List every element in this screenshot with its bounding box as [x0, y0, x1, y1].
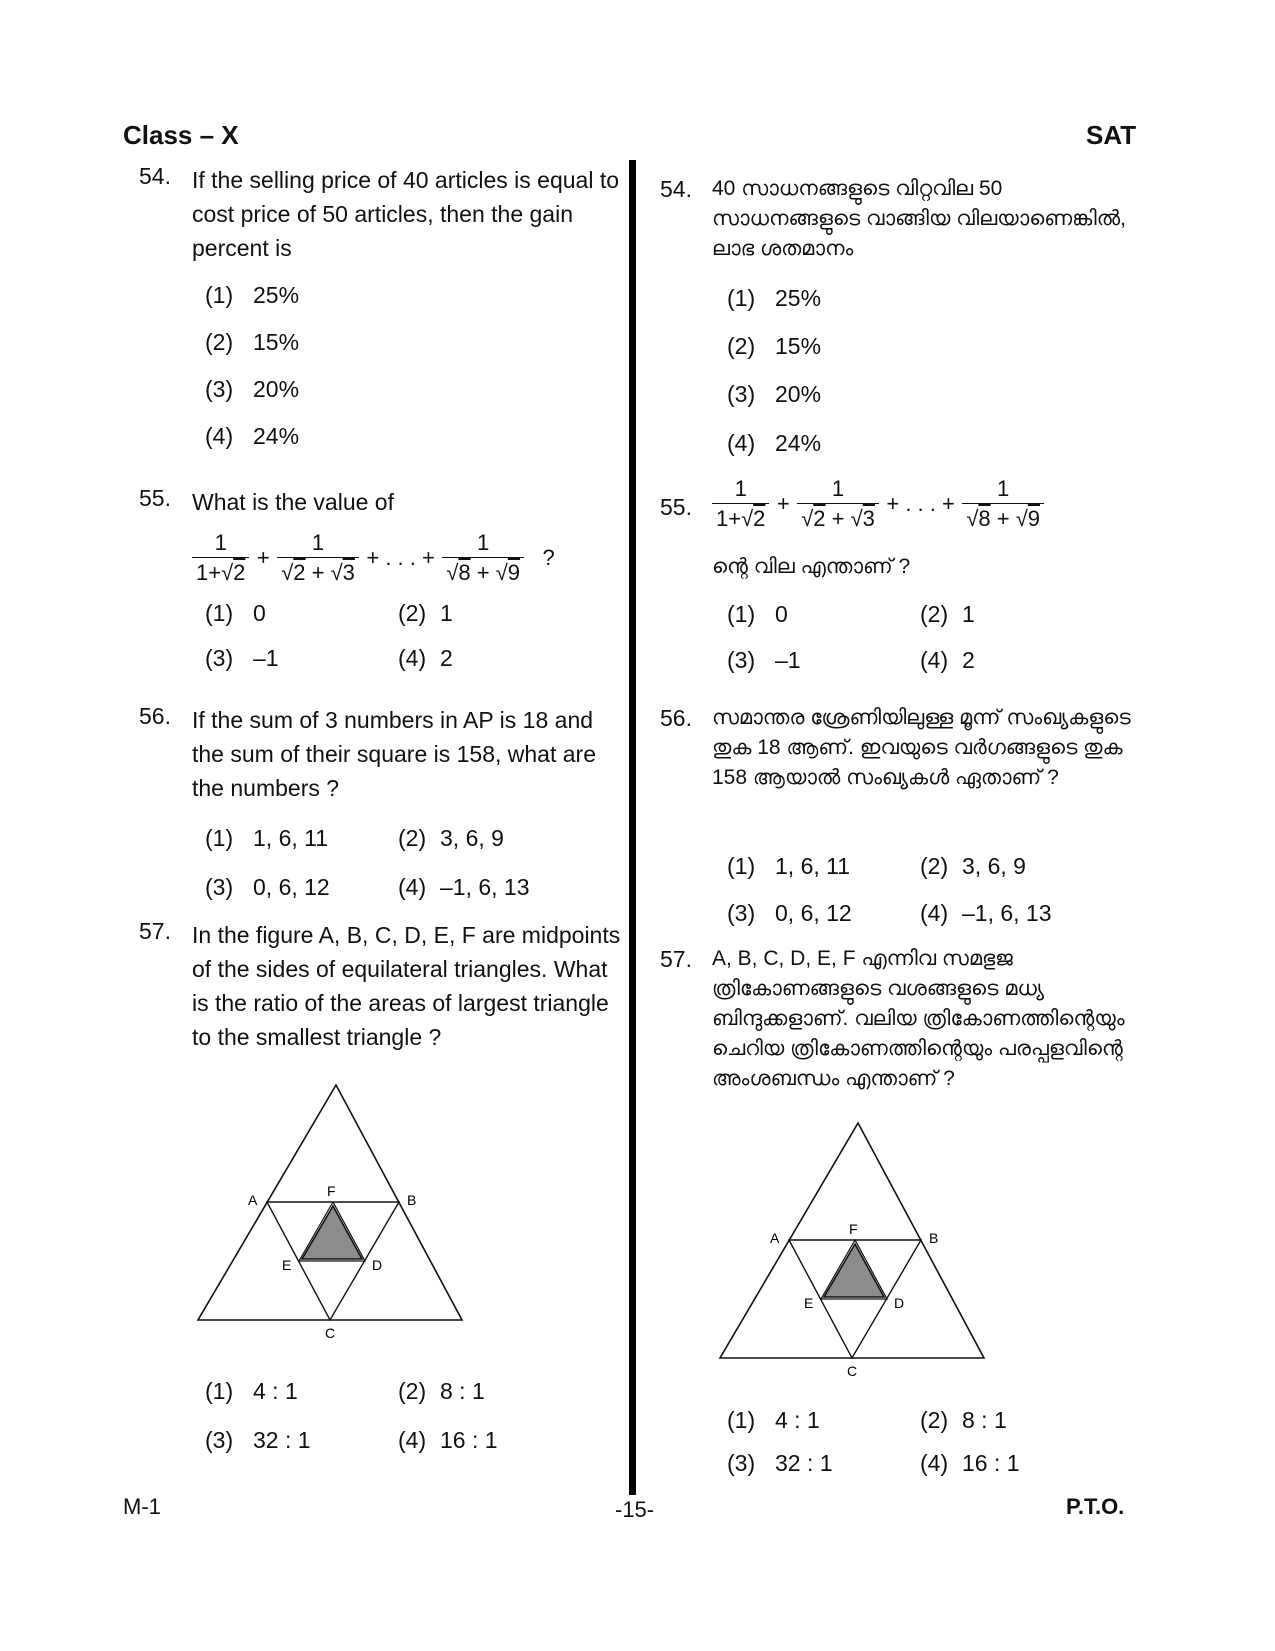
question-text: A, B, C, D, E, F എന്നിവ സമഭുജ ത്രികോണങ്ങളുടെ വശങ്ങളുടെ മധ്യ ബിന്ദുക്കളാണ്. വലിയ ത്രികോണത്തിന്റെയും ചെറിയ ത്രികോണത്തിന്റെയും പരപ്പളവിന്റെ അംശബന്ധം എന്താണ് ? [712, 947, 1125, 1090]
label-f: F [327, 1183, 336, 1199]
page-number: -15- [615, 1497, 655, 1522]
option[interactable]: (4) 24% [727, 430, 822, 456]
label-c: C [847, 1363, 858, 1378]
label-d: D [894, 1295, 905, 1311]
column-divider [629, 160, 636, 1495]
triangle-figure [190, 1080, 470, 1340]
shaded-triangle [824, 1244, 884, 1297]
label-b: B [407, 1192, 417, 1208]
class-header: Class – X [123, 120, 239, 150]
option[interactable]: (1) 25% [727, 285, 822, 311]
question-number: 55. [139, 485, 171, 511]
option[interactable]: (4) 24% [205, 423, 300, 449]
option[interactable]: (2) 15% [727, 333, 822, 359]
option[interactable]: (1) 25% [205, 282, 300, 308]
question-number: 56. [660, 705, 692, 731]
question-text: 40 സാധനങ്ങളുടെ വിറ്റവില 50 സാധനങ്ങളുടെ വാങ്ങിയ വിലയാണെങ്കിൽ, ലാഭ ശതമാനം [712, 177, 1126, 260]
label-f: F [849, 1221, 858, 1237]
option[interactable]: (3) 20% [205, 376, 300, 402]
option[interactable]: (2) 3, 6, 9 [920, 853, 1026, 879]
option[interactable]: (4) 2 [920, 647, 975, 673]
option[interactable]: (1) 1, 6, 11 [727, 853, 851, 879]
question-text: സമാന്തര ശ്രേണിയിലുള്ള മൂന്ന് സംഖ്യകളുടെ തുക 18 ആണ്. ഇവയുടെ വർഗങ്ങളുടെ തുക 158 ആയാൽ സംഖ്യകൾ ഏതാണ് ? [712, 706, 1131, 789]
option[interactable]: (3) 0, 6, 12 [727, 900, 852, 926]
label-c: C [325, 1325, 336, 1340]
option[interactable]: (1) 0 [205, 600, 266, 626]
label-a: A [770, 1230, 780, 1246]
question-text: If the selling price of 40 articles is equal to cost price of 50 articles, then the gain percent is [192, 167, 620, 261]
footer-code: M-1 [123, 1494, 161, 1519]
label-d: D [372, 1257, 383, 1273]
option[interactable]: (4) –1, 6, 13 [398, 874, 530, 900]
label-e: E [282, 1257, 292, 1273]
option[interactable]: (3) 32 : 1 [727, 1450, 833, 1476]
option[interactable]: (4) 16 : 1 [398, 1427, 498, 1453]
label-a: A [248, 1192, 258, 1208]
sum-expression: $\frac{1}{1+√2}$ + $\frac{1}{√2 + √3}$ + . . . + $\frac{1}{√8 + √9}$ [712, 476, 1044, 532]
option[interactable]: (1) 0 [727, 601, 788, 627]
question-number: 57. [139, 918, 171, 944]
question-text: What is the value of [192, 489, 394, 515]
shaded-triangle [302, 1206, 362, 1259]
pto-label: P.T.O. [1066, 1494, 1125, 1519]
option[interactable]: (3) 20% [727, 381, 822, 407]
option[interactable]: (1) 4 : 1 [205, 1378, 298, 1404]
option[interactable]: (1) 1, 6, 11 [205, 825, 329, 851]
label-e: E [804, 1295, 814, 1311]
question-number: 54. [660, 176, 692, 202]
option[interactable]: (3) 0, 6, 12 [205, 874, 330, 900]
question-number: 57. [660, 946, 692, 972]
question-number: 55. [660, 494, 692, 520]
option[interactable]: (4) –1, 6, 13 [920, 900, 1052, 926]
sat-header: SAT [1086, 120, 1137, 150]
option[interactable]: (2) 8 : 1 [398, 1378, 485, 1404]
question-text: In the figure A, B, C, D, E, F are midpoints of the sides of equilateral triangles. What is the ratio of the areas of largest triangle to the smallest triangle ? [192, 922, 621, 1050]
option[interactable]: (3) 32 : 1 [205, 1427, 311, 1453]
label-b: B [929, 1230, 939, 1246]
option[interactable]: (2) 1 [920, 601, 975, 627]
sum-expression: $\frac{1}{1+√2}$ + $\frac{1}{√2 + √3}$ + . . . + $\frac{1}{√8 + √9}$ ? [192, 530, 558, 586]
option[interactable]: (1) 4 : 1 [727, 1407, 820, 1433]
option[interactable]: (3) –1 [727, 647, 801, 673]
option[interactable]: (4) 2 [398, 645, 453, 671]
question-text: ന്റെ വില എന്താണ് ? [712, 555, 911, 578]
option[interactable]: (2) 1 [398, 600, 453, 626]
question-number: 56. [139, 703, 171, 729]
option[interactable]: (2) 8 : 1 [920, 1407, 1007, 1433]
option[interactable]: (2) 3, 6, 9 [398, 825, 504, 851]
option[interactable]: (4) 16 : 1 [920, 1450, 1020, 1476]
option[interactable]: (2) 15% [205, 329, 300, 355]
question-number: 54. [139, 163, 171, 189]
triangle-figure [712, 1118, 992, 1378]
question-text: If the sum of 3 numbers in AP is 18 and the sum of their square is 158, what are the numbers ? [192, 707, 596, 801]
option[interactable]: (3) –1 [205, 645, 279, 671]
